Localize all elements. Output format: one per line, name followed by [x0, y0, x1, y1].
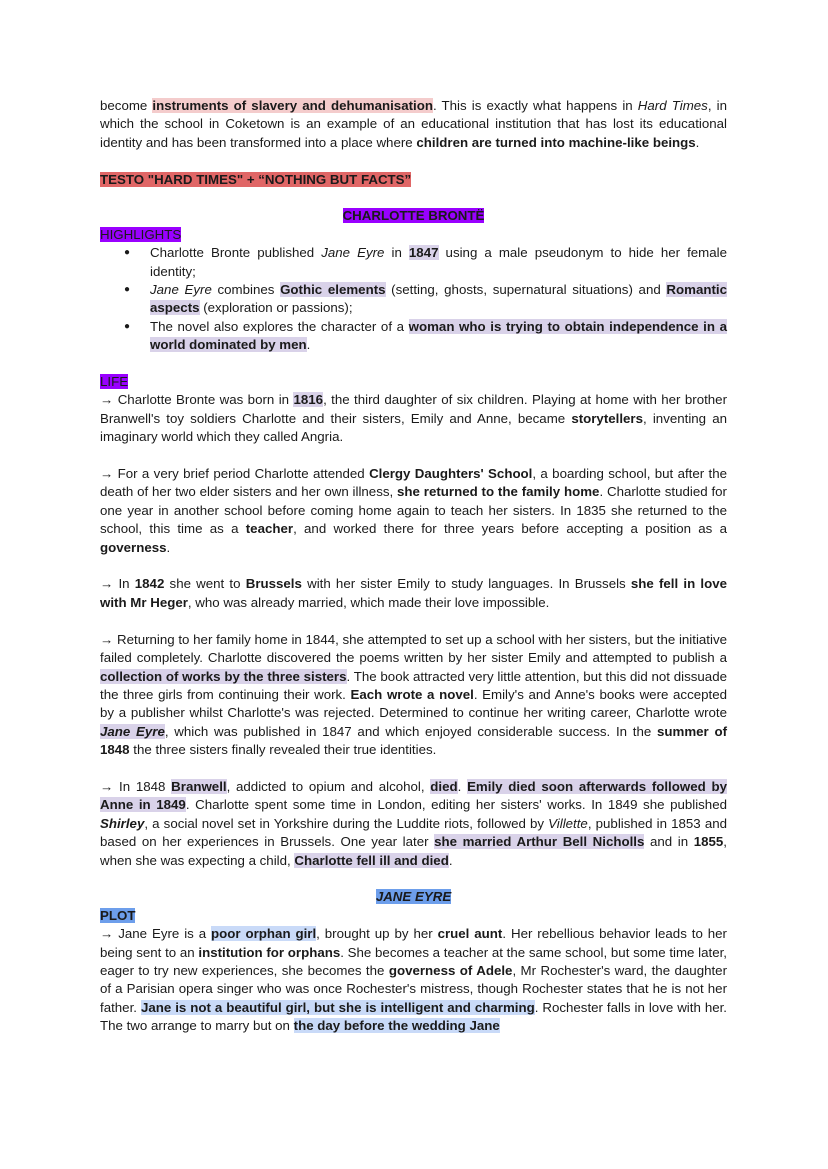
section-label: PLOT	[100, 907, 136, 923]
highlight-text	[100, 724, 165, 739]
text: , when she was expecting a child,	[100, 834, 727, 868]
text: → Returning to her family home in 1844, she attempted to set up a school with her sisters, but the initiative failed completely. Charlotte discovered the poems written by her sister Emily and attempted to publish a	[100, 631, 727, 666]
text: .	[306, 337, 311, 353]
intro-paragraph	[100, 97, 727, 152]
bold-text	[100, 816, 144, 831]
text: Charlotte Bronte published	[150, 245, 322, 261]
list-item	[100, 281, 727, 318]
plot-label	[100, 907, 727, 925]
text: → For a very brief period Charlotte attended	[100, 466, 370, 482]
highlight-text: Emily died soon afterwards followed by Anne in 1849	[100, 778, 727, 813]
text: she went to	[164, 576, 246, 592]
highlight-text: 1816	[293, 392, 324, 408]
life-paragraph-2	[100, 465, 727, 557]
text: , the third daughter of six children. Playing at home with her brother Branwell's toy soldiers Charlotte and their sisters, Emily and Anne, became	[100, 392, 727, 426]
bold-text: teacher	[245, 521, 294, 537]
italic-text: JANE EYRE	[375, 889, 452, 905]
highlight-text: the day before the wedding Jane	[293, 1018, 500, 1034]
plot-paragraph-1	[100, 925, 727, 1035]
life-paragraph-4	[100, 631, 727, 760]
text: . She becomes a teacher at the same school, but some time later, eager to try new experiences, she becomes the	[100, 944, 727, 978]
highlight-text: collection of works by the three sisters	[100, 668, 347, 684]
text: using a male pseudonym to hide her female identity;	[150, 245, 727, 279]
bold-text: she returned to the family home	[397, 484, 600, 500]
text: , a social novel set in Yorkshire during the Luddite riots, followed by	[144, 815, 549, 831]
text: → Charlotte Bronte was born in	[100, 392, 294, 408]
bold-text: cruel aunt	[437, 926, 503, 942]
list-item	[100, 318, 727, 355]
highlight-text: died	[430, 778, 458, 794]
author-heading	[100, 207, 727, 225]
bold-text: 1842	[134, 576, 165, 592]
text: combines	[211, 282, 281, 298]
section-label: HIGHLIGHTS	[100, 226, 182, 242]
text: .	[457, 778, 468, 794]
text: the three sisters finally revealed their true identities.	[129, 742, 437, 758]
testo-heading	[100, 171, 727, 189]
text: . Charlotte studied for one year in another school before coming home again to teach her sisters. In 1835 she returned to the school, this time as a	[100, 484, 727, 537]
life-label	[100, 373, 727, 391]
bold-text: 1855	[693, 834, 724, 850]
highlights-label	[100, 226, 727, 244]
italic-text: Villette	[548, 815, 588, 831]
highlight-text: Branwell	[171, 778, 227, 794]
text: . Her rebellious behavior leads to her being sent to an	[100, 926, 727, 960]
text: . The book attracted very little attention, but this did not dissuade the three girls from continuing their work.	[100, 668, 727, 702]
highlight-text: Gothic elements	[280, 282, 386, 298]
text: , which was published in 1847 and which enjoyed considerable success. In the	[164, 723, 657, 739]
text: , brought up by her	[316, 926, 438, 942]
italic-text: Jane Eyre	[150, 282, 212, 298]
document-page	[100, 97, 727, 1036]
italic-text: Hard Times	[637, 98, 708, 113]
text: (exploration or passions);	[199, 300, 353, 316]
highlight-text: 1847	[408, 245, 439, 261]
text: . Rochester falls in love with her. The two arrange to marry but on	[100, 999, 727, 1034]
novel-heading	[100, 888, 727, 906]
text: The novel also explores the character of a	[150, 318, 409, 334]
bold-text: Brussels	[245, 576, 302, 592]
highlight-text: woman who is trying to obtain independence in a world dominated by men	[150, 318, 727, 353]
text: . Charlotte spent some time in London, editing her sisters' works. In 1849 she published	[185, 797, 727, 813]
italic-text: Jane Eyre	[100, 723, 165, 739]
text: , Mr Rochester's ward, the daughter of a Parisian opera singer who was once Rochester's mistress, though Rochester states that he is not her father.	[100, 962, 727, 1015]
text: → In 1848	[100, 778, 172, 794]
highlight-text: Romantic aspects	[150, 282, 727, 316]
text: with her sister Emily to study languages. In Brussels	[301, 576, 631, 592]
bold-text: she fell in love with Mr Heger	[100, 576, 727, 610]
text: , and worked there for three years before accepting a position as a	[293, 521, 728, 537]
bold-text: governess of Adele	[388, 962, 513, 978]
text: → Jane Eyre is a	[100, 926, 212, 942]
highlight-text: she married Arthur Bell Nicholls	[434, 834, 645, 850]
text: , published in 1853 and based on her experiences in Brussels. One year later	[100, 815, 727, 850]
text: , in which the school in Coketown is an example of an educational institution that has lost its educational identity and has been transformed into a place where	[100, 98, 727, 150]
text: , who was already married, which made their love impossible.	[187, 594, 550, 610]
text: , addicted to opium and alcohol,	[226, 778, 431, 794]
text: , a boarding school, but after the death of her two elder sisters and her own illness,	[100, 466, 728, 500]
life-paragraph-3	[100, 575, 727, 612]
text: .	[166, 539, 171, 555]
text: and in	[644, 834, 694, 850]
bold-text: storytellers	[571, 410, 644, 426]
list-item	[100, 244, 727, 281]
life-paragraph-1	[100, 391, 727, 446]
section-label: LIFE	[100, 374, 129, 390]
highlight-text: Jane is not a beautiful girl, but she is intelligent and charming	[140, 999, 535, 1015]
text: → In	[100, 576, 135, 592]
italic-text: Shirley	[100, 815, 145, 831]
text: in	[384, 245, 409, 261]
bold-text: Each wrote a novel	[350, 686, 474, 702]
text: . Emily's and Anne's books were accepted by a publisher whilst Charlotte's was rejected. Determined to continue her writing career, Charlotte wrote	[100, 686, 728, 721]
bold-text: Clergy Daughters' School	[369, 466, 533, 482]
highlight-text: Charlotte fell ill and died	[294, 852, 449, 868]
text: . This is exactly what happens in	[432, 98, 638, 113]
text: become	[100, 98, 153, 113]
text: .	[695, 134, 700, 150]
highlights-list	[100, 244, 727, 354]
highlight-text: instruments of slavery and dehumanisation	[152, 98, 433, 113]
highlight-text: poor orphan girl	[211, 926, 317, 942]
text: .	[448, 852, 453, 868]
italic-text: Jane Eyre	[321, 245, 385, 261]
heading-text: CHARLOTTE BRONTË	[342, 208, 485, 224]
text: (setting, ghosts, supernatural situations) and	[385, 282, 667, 298]
bold-text: children are turned into machine-like beings	[416, 134, 696, 150]
life-paragraph-5	[100, 778, 727, 870]
heading-text	[376, 889, 451, 904]
bold-text: governess	[100, 539, 167, 555]
bold-text: summer of 1848	[100, 723, 727, 758]
heading-text: TESTO "HARD TIMES" + “NOTHING BUT FACTS”	[100, 171, 412, 187]
text: , inventing an imaginary world which they called Angria.	[100, 410, 727, 445]
bold-text: institution for orphans	[198, 944, 341, 960]
